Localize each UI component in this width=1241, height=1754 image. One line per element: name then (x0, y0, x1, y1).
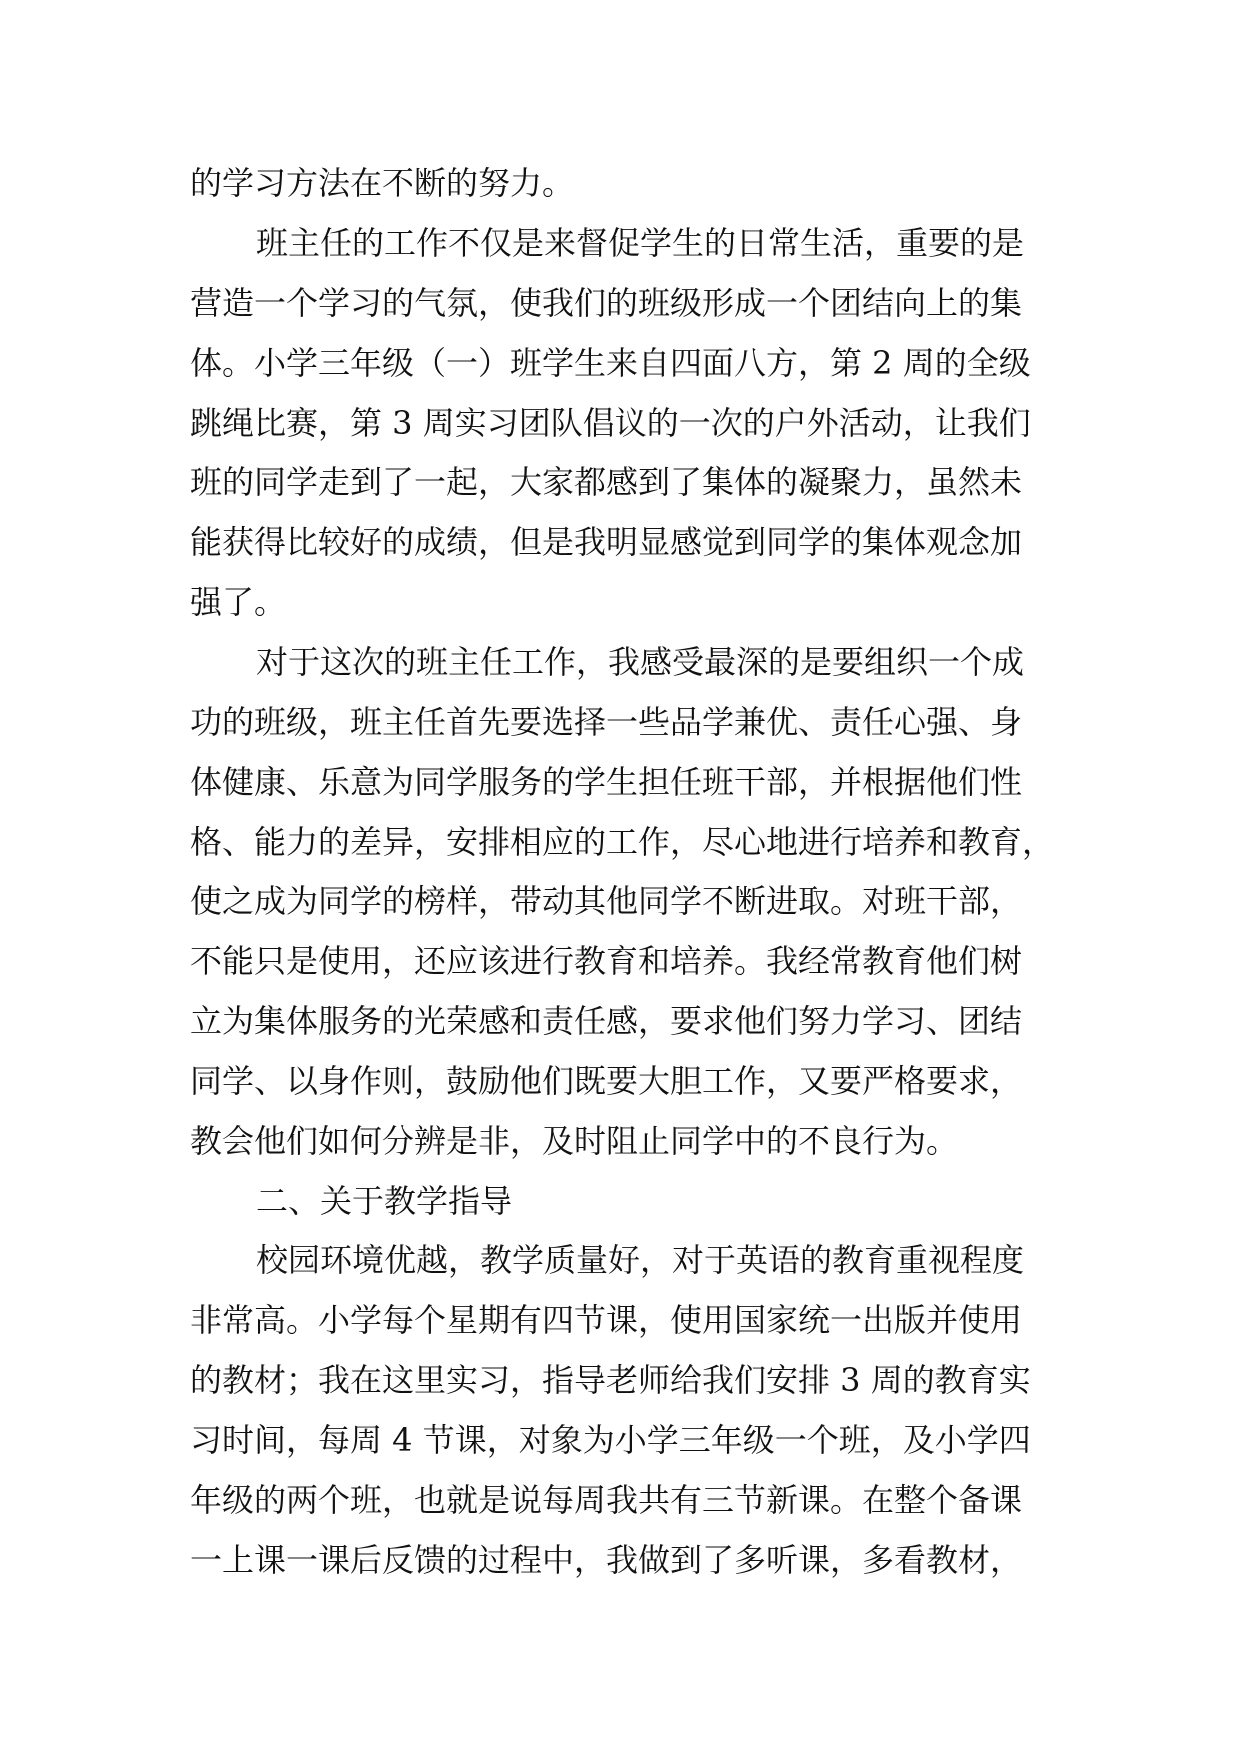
paragraph-line: 一上课一课后反馈的过程中，我做到了多听课，多看教材， (190, 1541, 1023, 1579)
paragraph-line: 体健康、乐意为同学服务的学生担任班干部，并根据他们性 (190, 763, 1023, 801)
paragraph-line: 的教材；我在这里实习，指导老师给我们安排 3 周的教育实 (190, 1361, 1031, 1399)
paragraph-line: 教会他们如何分辨是非，及时阻止同学中的不良行为。 (190, 1122, 959, 1160)
paragraph-line: 同学、以身作则，鼓励他们既要大胆工作，又要严格要求， (190, 1062, 1023, 1100)
paragraph-line: 不能只是使用，还应该进行教育和培养。我经常教育他们树 (190, 942, 1023, 980)
paragraph-line: 跳绳比赛，第 3 周实习团队倡议的一次的户外活动，让我们 (190, 404, 1031, 442)
paragraph-line: 体。小学三年级（一）班学生来自四面八方，第 2 周的全级 (190, 344, 1031, 382)
paragraph-line: 的学习方法在不断的努力。 (190, 164, 575, 202)
paragraph-line: 格、能力的差异，安排相应的工作，尽心地进行培养和教育， (190, 823, 1055, 861)
paragraph-line: 使之成为同学的榜样，带动其他同学不断进取。对班干部， (190, 882, 1023, 920)
paragraph-line: 立为集体服务的光荣感和责任感，要求他们努力学习、团结 (190, 1002, 1023, 1040)
paragraph-first-line: 对于这次的班主任工作，我感受最深的是要组织一个成 (256, 643, 1025, 681)
paragraph-line: 非常高。小学每个星期有四节课，使用国家统一出版并使用 (190, 1301, 1023, 1339)
paragraph-line: 年级的两个班，也就是说每周我共有三节新课。在整个备课 (190, 1481, 1023, 1519)
paragraph-line: 营造一个学习的气氛，使我们的班级形成一个团结向上的集 (190, 284, 1023, 322)
paragraph-line: 强了。 (190, 583, 287, 621)
paragraph-line: 班的同学走到了一起，大家都感到了集体的凝聚力，虽然未 (190, 463, 1023, 501)
paragraph-line: 功的班级，班主任首先要选择一些品学兼优、责任心强、身 (190, 703, 1023, 741)
paragraph-first-line: 班主任的工作不仅是来督促学生的日常生活，重要的是 (256, 224, 1025, 262)
paragraph-first-line: 校园环境优越，教学质量好，对于英语的教育重视程度 (256, 1241, 1025, 1279)
section-heading: 二、关于教学指导 (256, 1182, 513, 1220)
paragraph-line: 习时间，每周 4 节课，对象为小学三年级一个班，及小学四 (190, 1421, 1031, 1459)
paragraph-line: 能获得比较好的成绩，但是我明显感觉到同学的集体观念加 (190, 523, 1023, 561)
